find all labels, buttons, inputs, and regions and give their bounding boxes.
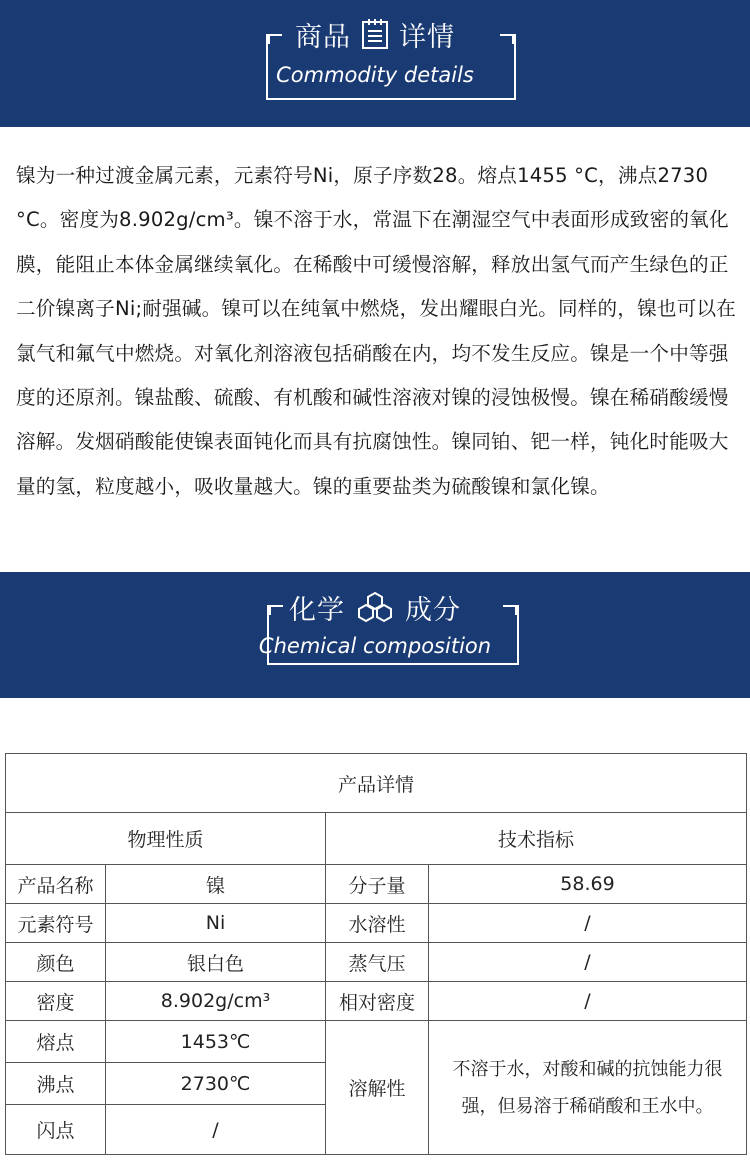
table-row <box>6 982 747 1021</box>
col-header-technical: 技术指标 <box>326 813 747 865</box>
banner-subtitle: Commodity details <box>276 63 474 87</box>
row-value: / <box>429 943 747 982</box>
table-row <box>6 943 747 982</box>
row-value: 58.69 <box>429 865 747 904</box>
row-label: 产品名称 <box>6 865 106 904</box>
row-value: 1453℃ <box>106 1021 326 1063</box>
row-label: 分子量 <box>326 865 429 904</box>
banner-title-left: 商品 <box>295 22 351 53</box>
banner-title-right: 详情 <box>399 22 455 53</box>
solubility-label: 溶解性 <box>326 1021 429 1155</box>
banner-subtitle: Chemical composition <box>258 634 492 658</box>
clipboard-icon <box>361 18 389 59</box>
table-title: 产品详情 <box>6 754 747 813</box>
product-description: 镍为一种过渡金属元素，元素符号Ni，原子序数28。熔点1455 °C，沸点2730 °C。密度为8.902g/cm³。镍不溶于水，常温下在潮湿空气中表面形成致密的氧化膜，能阻止本体金属继续氧化。在稀酸中可缓慢溶解，释放出氢气而产生绿色的正二价镍离子Ni;耐强碱。镍可以在纯氧中燃烧，发出耀眼白光。同样的，镍也可以在氯气和氟气中燃烧。对氧化剂溶液包括硝酸在内，均不发生反应。镍是一个中等强度的还原剂。镍盐酸、硫酸、有机酸和碱性溶液对镍的浸蚀极慢。镍在稀硝酸缓慢溶解。发烟硝酸能使镍表面钝化而具有抗腐蚀性。镍同铂、钯一样，钝化时能吸大量的氢，粒度越小，吸收量越大。镍的重要盐类为硫酸镍和氯化镍。 <box>16 164 737 498</box>
banner-title <box>0 590 750 633</box>
row-label: 水溶性 <box>326 904 429 943</box>
solubility-value: 不溶于水，对酸和碱的抗蚀能力很强，但易溶于稀硝酸和王水中。 <box>429 1021 747 1155</box>
commodity-details-banner <box>0 0 750 127</box>
row-value: 银白色 <box>106 943 326 982</box>
banner-title <box>0 18 750 59</box>
molecule-icon <box>355 590 395 633</box>
col-header-physical: 物理性质 <box>6 813 326 865</box>
banner-title-right: 成分 <box>405 595 461 626</box>
row-label: 颜色 <box>6 943 106 982</box>
row-label: 沸点 <box>6 1063 106 1105</box>
table-row <box>6 1021 747 1063</box>
row-value: / <box>429 982 747 1021</box>
row-label: 蒸气压 <box>326 943 429 982</box>
row-value: 8.902g/cm³ <box>106 982 326 1021</box>
row-value: 镍 <box>106 865 326 904</box>
row-label: 密度 <box>6 982 106 1021</box>
row-value: 2730℃ <box>106 1063 326 1105</box>
table-title-row <box>6 754 747 813</box>
table-header-row <box>6 813 747 865</box>
row-value: / <box>106 1105 326 1155</box>
row-value: / <box>429 904 747 943</box>
row-label: 相对密度 <box>326 982 429 1021</box>
table-row <box>6 865 747 904</box>
row-label: 熔点 <box>6 1021 106 1063</box>
product-spec-table <box>5 753 747 1155</box>
table-row <box>6 904 747 943</box>
row-value: Ni <box>106 904 326 943</box>
row-label: 闪点 <box>6 1105 106 1155</box>
banner-title-left: 化学 <box>289 595 345 626</box>
row-label: 元素符号 <box>6 904 106 943</box>
